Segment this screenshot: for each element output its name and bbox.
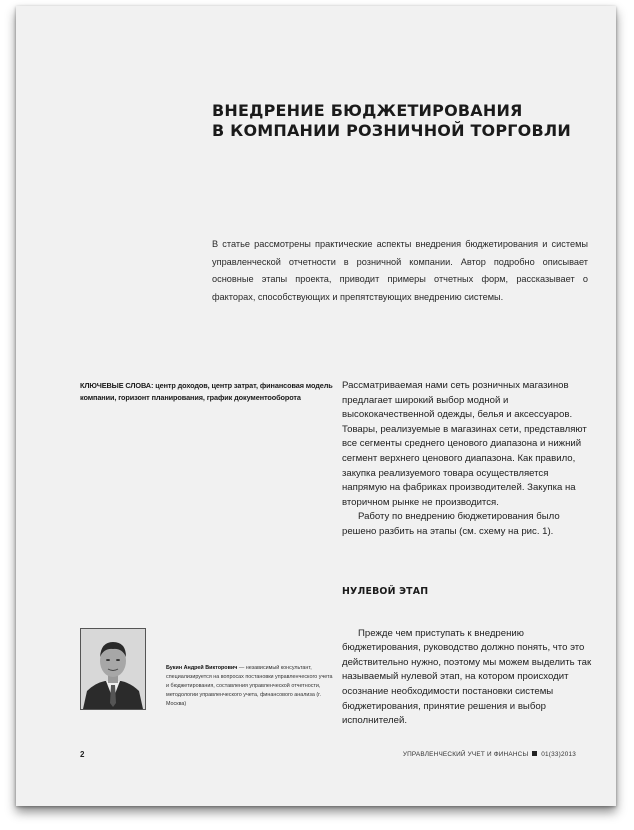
article-title-line-1: ВНЕДРЕНИЕ БЮДЖЕТИРОВАНИЯ (212, 101, 523, 120)
square-bullet-icon (532, 751, 537, 756)
keywords-block (80, 380, 338, 404)
article-title (212, 101, 592, 141)
author-photo (80, 628, 146, 710)
journal-issue: 01(33)2013 (541, 751, 576, 758)
body-paragraph-1: Рассматриваемая нами сеть розничных магазинов предлагает широкий выбор модной и высококачественной одежды, белья и аксессуаров. Товары, реализуемые в магазинах сети, представляют все сегменты среднего ценового диапазона и нижний сегмент верхнего ценового диапазона. Как правило, закупка реализуемого товара осуществляется напрямую на фабриках производителей. Закупка на вторичном рынке не производится. (342, 380, 587, 508)
page-number: 2 (80, 750, 85, 759)
journal-footer (403, 751, 576, 758)
article-abstract: В статье рассмотрены практические аспекты внедрения бюджетирования и системы управленческой отчетности в розничной компании. Автор подробно описывает основные этапы проекта, приводит примеры отчетных форм, рассказывает о факторах, способствующих и препятствующих внедрению системы. (212, 239, 588, 302)
keywords-text: центр доходов, центр затрат, финансовая модель компании, горизонт планирования, график документооборота (80, 381, 333, 402)
body-column-top (342, 379, 594, 540)
section-heading: НУЛЕВОЙ ЭТАП (342, 586, 429, 597)
author-name: Букин Андрей Викторович (166, 665, 238, 671)
body-column-bottom (342, 617, 594, 738)
author-bio: — независимый консультант, специализируется на вопросах постановки управленческого учета и бюджетирования, составления управленческой отчетности, методологии управленческого учета, финансового анализа (г. Москва) (166, 665, 333, 707)
keywords-label: КЛЮЧЕВЫЕ СЛОВА: (80, 381, 154, 390)
journal-name: УПРАВЛЕНЧЕСКИЙ УЧЕТ И ФИНАНСЫ (402, 751, 529, 758)
author-portrait-image (81, 629, 145, 709)
article-title-line-2: В КОМПАНИИ РОЗНИЧНОЙ ТОРГОВЛИ (212, 121, 571, 140)
body-paragraph-2: Работу по внедрению бюджетирования было решено разбить на этапы (см. схему на рис. 1). (342, 511, 560, 537)
author-info (166, 664, 336, 709)
page-sheet (16, 6, 616, 806)
body-paragraph-3: Прежде чем приступать к внедрению бюджетирования, руководство должно понять, что это действительно нужно, поэтому мы можем выделить так называемый нулевой этап, на котором происходит осознание необходимости постановки системы бюджетирования, принятие решения и выбор исполнителей. (342, 627, 592, 727)
